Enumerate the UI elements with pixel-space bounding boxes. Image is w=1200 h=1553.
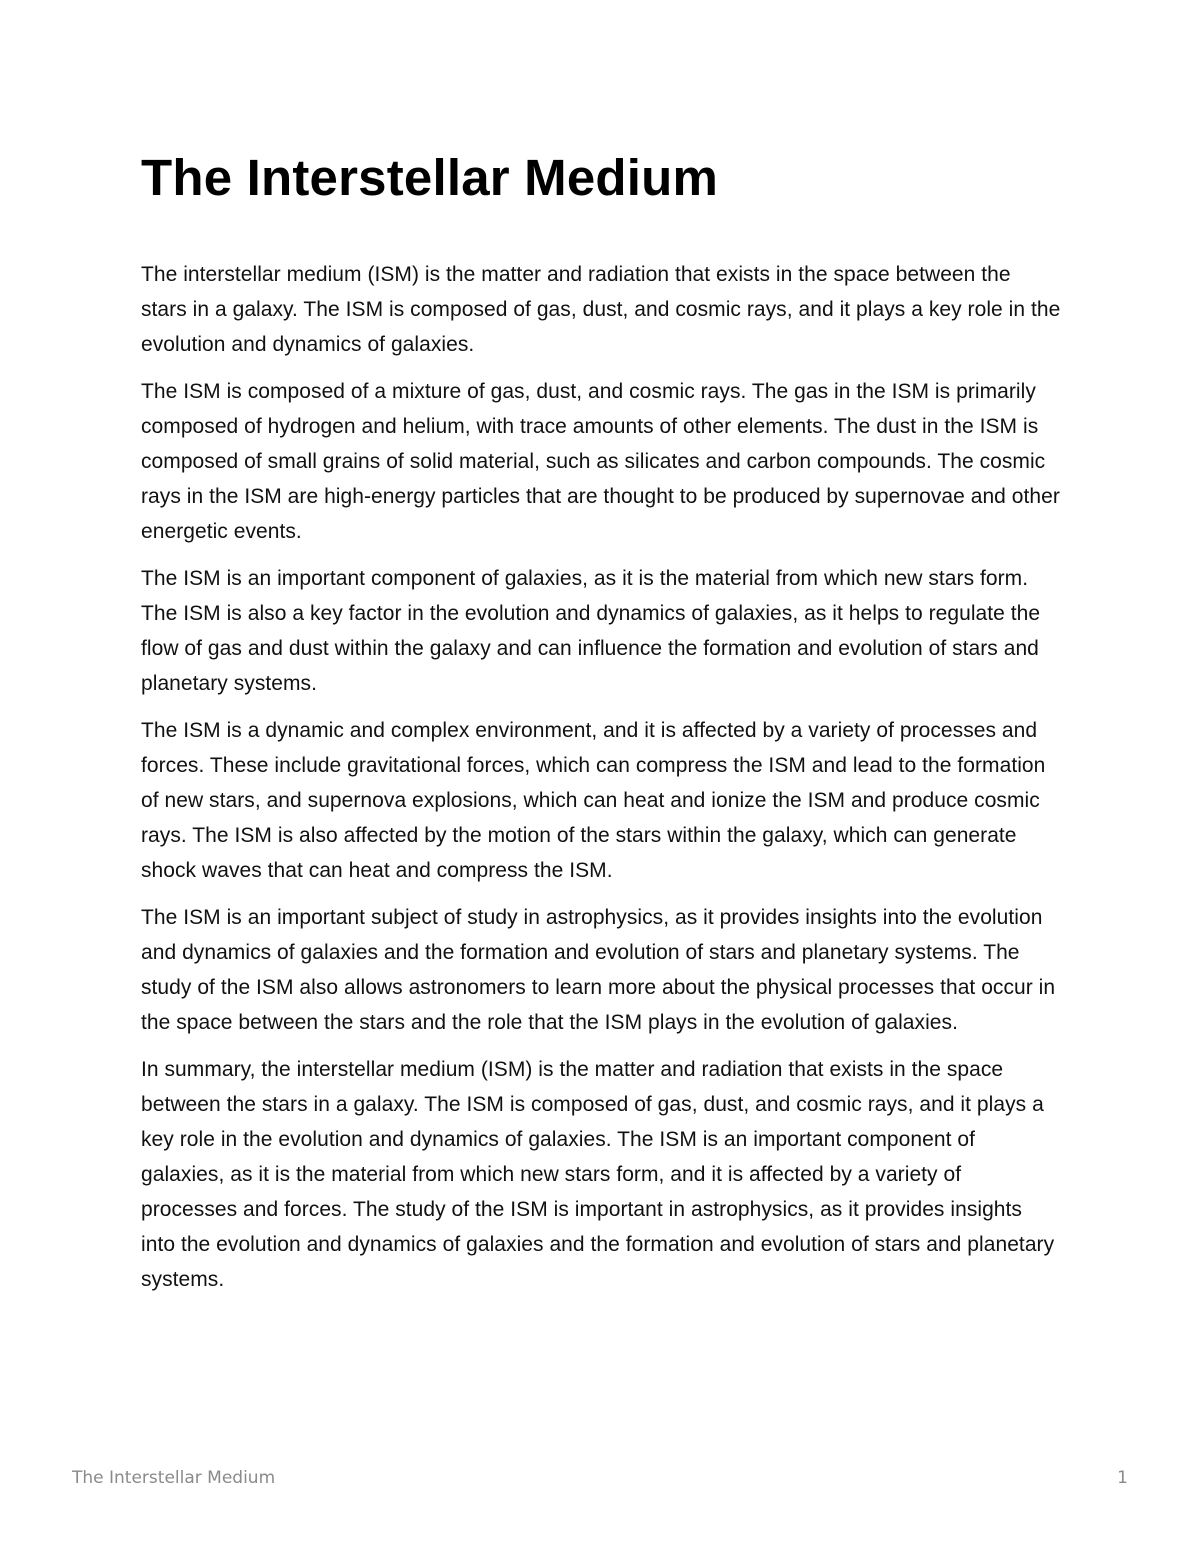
document-title: The Interstellar Medium [141, 149, 719, 206]
paragraph-3: The ISM is an important component of galaxies, as it is the material from which new stars form. The ISM is also a key factor in the evolution and dynamics of galaxies, as it helps to regulate the flow of gas and dust within the galaxy and can influence the formation and evolution of stars and planetary systems. [141, 567, 1041, 695]
paragraph-2: The ISM is composed of a mixture of gas, dust, and cosmic rays. The gas in the ISM is primarily composed of hydrogen and helium, with trace amounts of other elements. The dust in the ISM is composed of small grains of solid material, such as silicates and carbon compounds. The cosmic rays in the ISM are high-energy particles that are thought to be produced by supernovae and other energetic events. [141, 380, 1060, 543]
paragraph-6: In summary, the interstellar medium (ISM) is the matter and radiation that exists in the space between the stars in a galaxy. The ISM is composed of gas, dust, and cosmic rays, and it plays a key role in the evolution and dynamics of galaxies. The ISM is an important component of galaxies, as it is the material from which new stars form, and it is affected by a variety of processes and forces. The study of the ISM is important in astrophysics, as it provides insights into the evolution and dynamics of galaxies and the formation and evolution of stars and planetary systems. [141, 1058, 1055, 1291]
paragraph-4: The ISM is a dynamic and complex environment, and it is affected by a variety of processes and forces. These include gravitational forces, which can compress the ISM and lead to the formation of new stars, and supernova explosions, which can heat and ionize the ISM and produce cosmic rays. The ISM is also affected by the motion of the stars within the galaxy, which can generate shock waves that can heat and compress the ISM. [141, 719, 1046, 882]
page-footer [72, 1464, 1128, 1492]
document-body [141, 257, 1061, 1297]
document-content [141, 140, 1061, 1309]
page-number: 1 [1117, 1468, 1128, 1488]
paragraph-5: The ISM is an important subject of study in astrophysics, as it provides insights into the evolution and dynamics of galaxies and the formation and evolution of stars and planetary systems. The study of the ISM also allows astronomers to learn more about the physical processes that occur in the space between the stars and the role that the ISM plays in the evolution of galaxies. [141, 906, 1056, 1034]
paragraph-1: The interstellar medium (ISM) is the matter and radiation that exists in the space between the stars in a galaxy. The ISM is composed of gas, dust, and cosmic rays, and it plays a key role in the evolution and dynamics of galaxies. [141, 263, 1061, 356]
footer-document-title: The Interstellar Medium [72, 1468, 276, 1488]
